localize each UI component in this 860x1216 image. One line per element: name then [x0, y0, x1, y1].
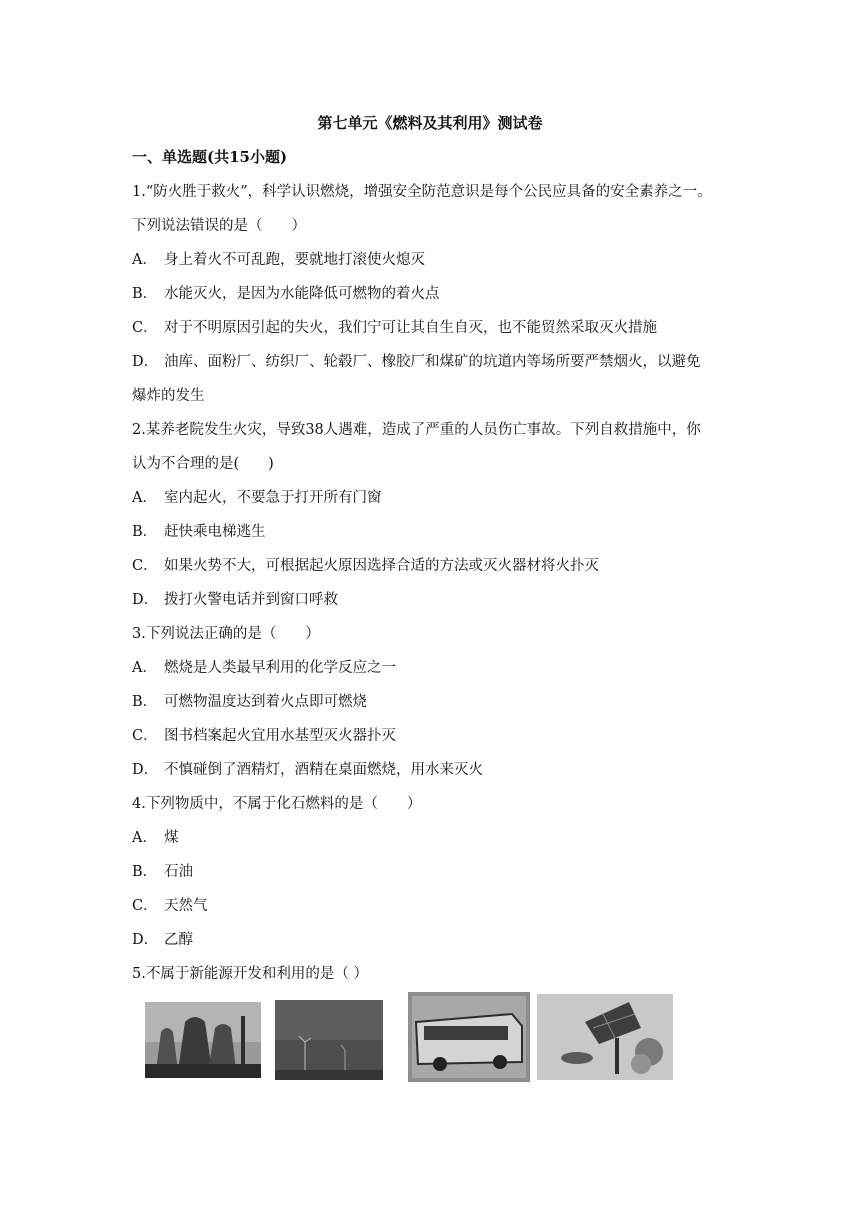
option-label: D． [132, 354, 159, 370]
option-label: B． [132, 694, 158, 710]
option-label: C． [132, 558, 158, 574]
option-label: A． [132, 830, 157, 846]
electric-bus-photo [408, 992, 530, 1082]
q4-option-d [132, 928, 193, 949]
option-text: 赶快乘电梯逃生 [164, 524, 266, 540]
option-text: 煤 [164, 830, 179, 846]
q1-stem-line2: 下列说法错误的是（ ） [132, 218, 306, 234]
q4-option-c [132, 894, 208, 915]
q3-option-b [132, 690, 367, 711]
option-text: 油库、面粉厂、纺织厂、轮毂厂、橡胶厂和煤矿的坑道内等场所要严禁烟火，以避免 [164, 354, 701, 370]
q3-option-a [132, 656, 396, 677]
q4-stem: 4.下列物质中，不属于化石燃料的是（ ） [132, 796, 422, 812]
q4-option-b [132, 860, 193, 881]
option-text: 燃烧是人类最早利用的化学反应之一 [164, 660, 396, 676]
q1-option-d [132, 350, 701, 371]
solar-panel-photo [537, 994, 673, 1080]
q3-option-d [132, 758, 483, 779]
option-text: 可燃物温度达到着火点即可燃烧 [164, 694, 367, 710]
option-label: B． [132, 864, 158, 880]
q2-option-b [132, 520, 266, 541]
option-text: 室内起火，不要急于打开所有门窗 [164, 490, 382, 506]
q2-option-a [132, 486, 382, 507]
option-label: B． [132, 524, 158, 540]
section-heading: 一、单选题(共15小题) [132, 148, 288, 166]
option-label: A． [132, 660, 157, 676]
q1-option-a [132, 248, 425, 269]
page-title: 第七单元《燃料及其利用》测试卷 [317, 114, 543, 132]
q2-stem-line1: 2.某养老院发生火灾，导致38人遇难，造成了严重的人员伤亡事故。下列自救措施中，你 [132, 422, 701, 438]
q3-stem: 3.下列说法正确的是（ ） [132, 626, 320, 642]
option-label: C． [132, 320, 158, 336]
q1-option-d-continued: 爆炸的发生 [132, 388, 205, 404]
option-text: 天然气 [164, 898, 208, 914]
option-text: 如果火势不大，可根据起火原因选择合适的方法或灭火器材将火扑灭 [164, 558, 599, 574]
option-text: 对于不明原因引起的失火，我们宁可让其自生自灭，也不能贸然采取灭火措施 [164, 320, 657, 336]
option-text: 水能灭火，是因为水能降低可燃物的着火点 [164, 286, 440, 302]
cooling-towers-photo [145, 1002, 261, 1078]
option-label: A． [132, 490, 157, 506]
q2-option-c [132, 554, 599, 575]
option-text: 图书档案起火宜用水基型灭火器扑灭 [164, 728, 396, 744]
option-text: 石油 [164, 864, 193, 880]
q1-option-b [132, 282, 440, 303]
option-text: 身上着火不可乱跑，要就地打滚使火熄灭 [164, 252, 425, 268]
q1-option-c [132, 316, 657, 337]
q5-stem: 5.不属于新能源开发和利用的是（ ） [132, 966, 368, 982]
option-label: C． [132, 728, 158, 744]
q1-stem-line1: 1.“防火胜于救火”，科学认识燃烧，增强安全防范意识是每个公民应具备的安全素养之一。 [132, 184, 712, 200]
option-text: 不慎碰倒了酒精灯，酒精在桌面燃烧，用水来灭火 [164, 762, 483, 778]
option-label: D． [132, 762, 159, 778]
q4-option-a [132, 826, 179, 847]
q2-option-d [132, 588, 338, 609]
option-label: D． [132, 592, 159, 608]
option-text: 乙醇 [164, 932, 193, 948]
option-label: B． [132, 286, 158, 302]
option-label: C． [132, 898, 158, 914]
wind-turbines-photo [275, 1000, 383, 1080]
option-text: 拨打火警电话并到窗口呼救 [164, 592, 338, 608]
q2-stem-line2: 认为不合理的是( ) [132, 456, 274, 472]
option-label: A． [132, 252, 157, 268]
q3-option-c [132, 724, 396, 745]
option-label: D． [132, 932, 159, 948]
